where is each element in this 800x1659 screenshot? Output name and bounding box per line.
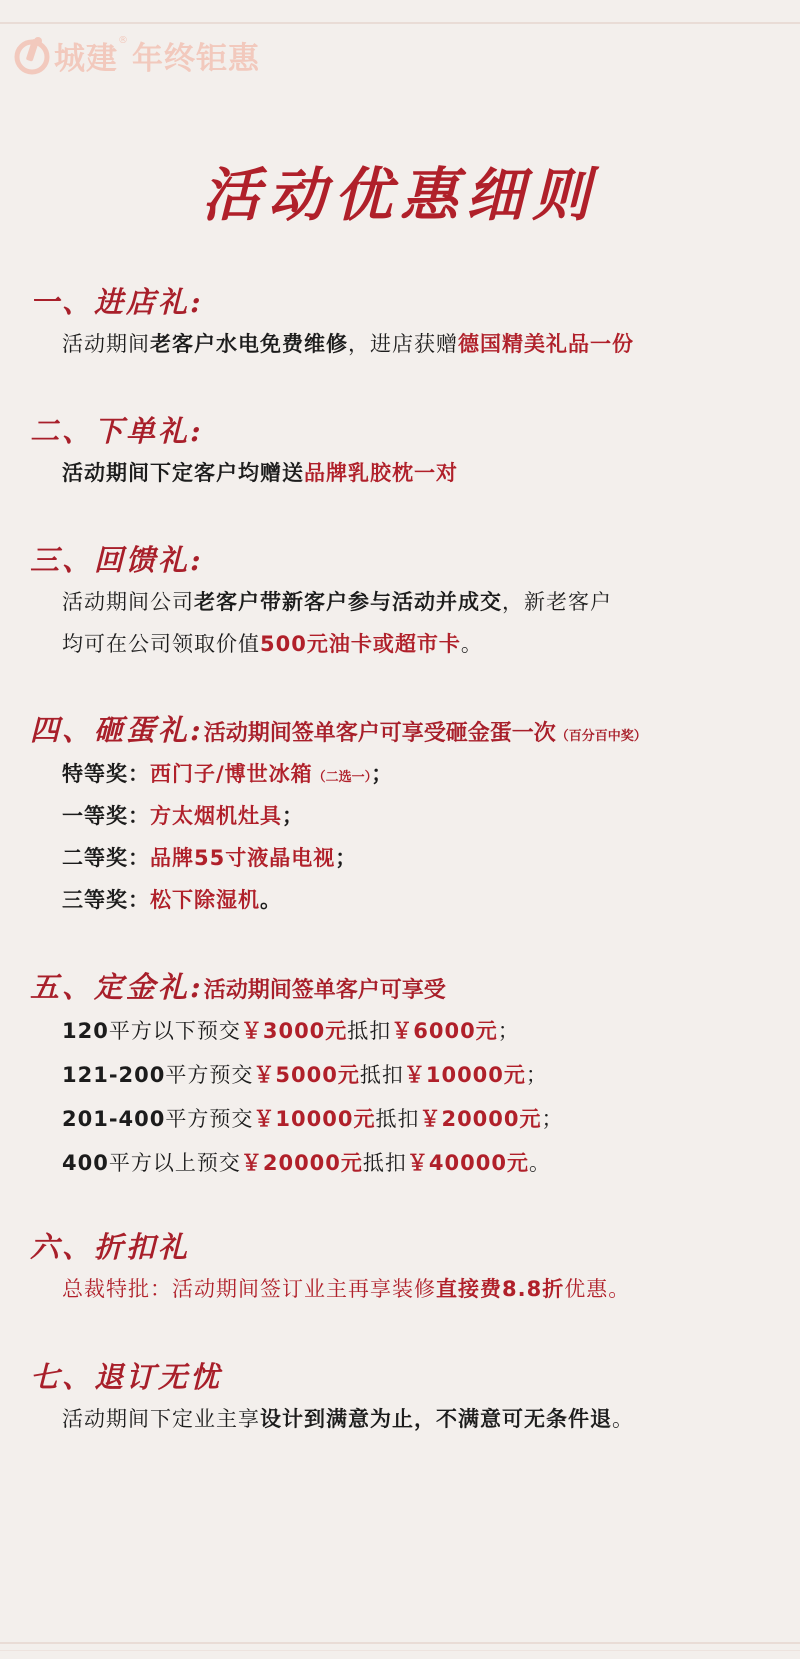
registered-mark: ® [118,35,128,46]
section-desc: 活动期间签单客户可享受砸金蛋一次 [203,721,556,746]
deposit-tier-row: 121-200平方预交￥5000元抵扣￥10000元； [62,1063,548,1087]
prize-row-first: 一等奖：方太烟机灶具； [62,804,304,828]
section-heading: 六、折扣礼 [30,1230,191,1264]
section-note: （百分百中奖） [555,729,647,744]
section-text: 活动期间下定客户均赠送品牌乳胶枕一对 [62,461,458,485]
section-heading: 五、定金礼:活动期间签单客户可享受 [30,970,446,1004]
section-text: 活动期间老客户水电免费维修，进店获赠德国精美礼品一份 [62,332,634,356]
section-text: 活动期间下定业主享设计到满意为止，不满意可无条件退。 [62,1407,634,1431]
prize-row-third: 三等奖：松下除湿机。 [62,888,282,912]
brand-mark-icon [14,35,50,75]
campaign-name: 年终钜惠 [132,40,260,77]
bottom-divider-thin [0,1650,800,1651]
top-divider [0,22,800,24]
prize-row-special: 特等奖：西门子/博世冰箱（二选一）； [62,762,394,786]
section-heading: 二、下单礼: [30,414,204,448]
section-text-line-2: 均可在公司领取价值500元油卡或超市卡。 [62,632,483,656]
section-heading: 一、进店礼: [30,285,204,319]
bottom-divider [0,1642,800,1644]
prize-row-second: 二等奖：品牌55寸液晶电视； [62,846,358,870]
page-title: 活动优惠细则 [201,161,598,229]
section-heading: 三、回馈礼: [30,543,204,577]
deposit-tier-row: 400平方以上预交￥20000元抵扣￥40000元。 [62,1151,551,1175]
deposit-tier-row: 201-400平方预交￥10000元抵扣￥20000元； [62,1107,564,1131]
brand-name: 城建 [54,40,118,77]
section-text: 总裁特批：活动期间签订业主再享装修直接费8.8折优惠。 [62,1277,631,1301]
brand-logo [14,33,260,77]
section-text-line-1: 活动期间公司老客户带新客户参与活动并成交，新老客户 [62,590,612,614]
deposit-tier-row: 120平方以下预交￥3000元抵扣￥6000元； [62,1019,520,1043]
section-desc: 活动期间签单客户可享受 [203,978,446,1003]
section-heading: 四、砸蛋礼:活动期间签单客户可享受砸金蛋一次（百分百中奖） [30,713,647,747]
section-heading: 七、退订无忧 [30,1360,223,1394]
